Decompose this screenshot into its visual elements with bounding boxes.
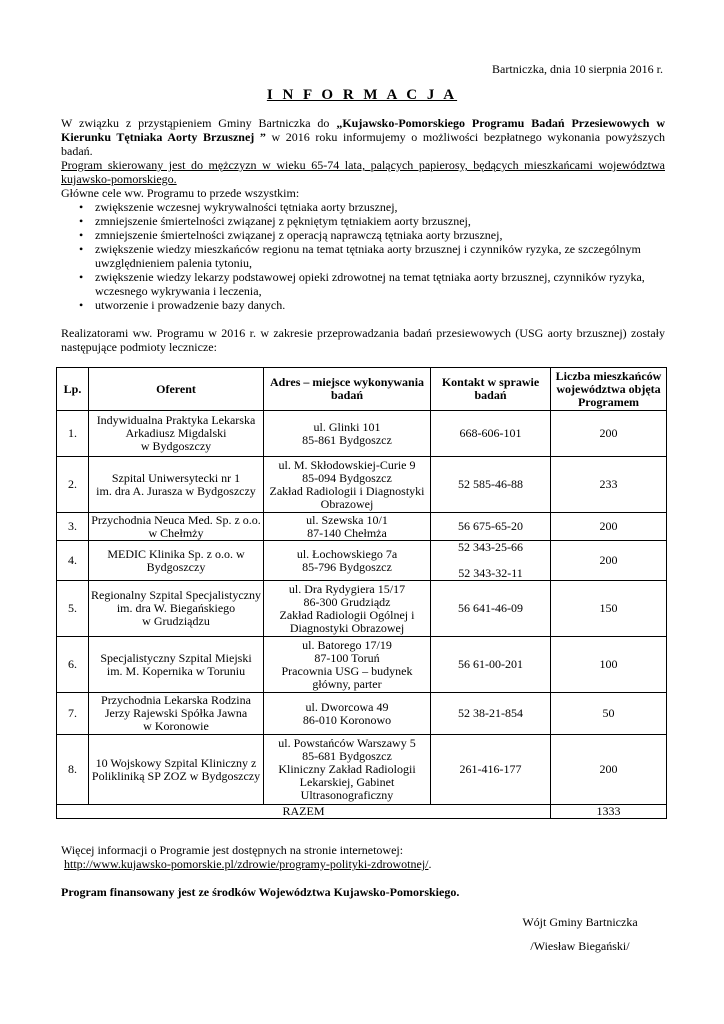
signature-title: Wójt Gminy Bartniczka: [522, 915, 638, 929]
table-row: [57, 513, 667, 541]
total-row: [57, 805, 667, 819]
cell-lp: 5.: [57, 581, 89, 637]
cell-oferent: Przychodnia Neuca Med. Sp. z o.o. w Chełmży: [89, 513, 264, 541]
table-row: [57, 411, 667, 457]
cell-kontakt: 52 38-21-854: [431, 693, 551, 735]
document-footer: [61, 843, 681, 899]
cell-kontakt: 56 61-00-201: [431, 637, 551, 693]
goals-heading: Główne cele ww. Programu to przede wszystkim:: [61, 186, 300, 200]
header-oferent: Oferent: [89, 368, 264, 411]
cell-liczba: 233: [551, 457, 667, 513]
cell-oferent: Regionalny Szpital Specjalistyczny im. dra W. Biegańskiego w Grudziądzu: [89, 581, 264, 637]
total-label: RAZEM: [57, 805, 551, 819]
cell-liczba: 200: [551, 541, 667, 581]
target-group-paragraph: Program skierowany jest do mężczyzn w wieku 65-74 lata, palących papierosy, będących mieszkańcami województwa kujawsko-pomorskiego.: [61, 158, 665, 186]
cell-lp: 4.: [57, 541, 89, 581]
cell-adres: ul. Dra Rydygiera 15/17 86-300 Grudziądz Zakład Radiologii Ogólnej i Diagnostyki Obrazowej: [264, 581, 431, 637]
cell-kontakt: 261-416-177: [431, 735, 551, 805]
program-name: „Kujawsko-Pomorskiego Programu Badań Przesiewowych w Kierunku Tętniaka Aorty Brzusznej ”: [61, 116, 665, 144]
goal-item: • zwiększenie wiedzy mieszkańców regionu na temat tętniaka aorty brzusznej i czynników ryzyka, ze szczególnym uwzględnieniem palenia tytoniu,: [95, 242, 665, 270]
document-title: [0, 87, 724, 104]
cell-oferent: Przychodnia Lekarska Rodzina Jerzy Rajewski Spółka Jawna w Koronowie: [89, 693, 264, 735]
header-lp: Lp.: [57, 368, 89, 411]
signature-name: /Wiesław Biegański/: [530, 939, 630, 953]
url-suffix: .: [428, 857, 432, 871]
date-line: Bartniczka, dnia 10 sierpnia 2016 r.: [492, 62, 663, 76]
providers-intro-paragraph: Realizatorami ww. Programu w 2016 r. w zakresie przeprowadzania badań przesiewowych (USG aorty brzusznej) zostały następujące podmioty lecznicze:: [61, 326, 665, 354]
cell-adres: ul. Batorego 17/19 87-100 Toruń Pracownia USG – budynek główny, parter: [264, 637, 431, 693]
goal-item: • zwiększenie wiedzy lekarzy podstawowej opieki zdrowotnej na temat tętniaka aorty brzusznej, czynników ryzyka, wczesnego wykrywania i leczenia,: [95, 270, 665, 298]
financing-note: Program finansowany jest ze środków Województwa Kujawsko-Pomorskiego.: [61, 885, 460, 899]
header-liczba: Liczba mieszkańców województwa objęta Programem: [551, 368, 667, 411]
cell-lp: 8.: [57, 735, 89, 805]
cell-oferent: Specjalistyczny Szpital Miejski im. M. Kopernika w Toruniu: [89, 637, 264, 693]
table-row: [57, 637, 667, 693]
cell-lp: 6.: [57, 637, 89, 693]
cell-liczba: 50: [551, 693, 667, 735]
cell-liczba: 200: [551, 513, 667, 541]
table-row: [57, 581, 667, 637]
goal-item: • zwiększenie wczesnej wykrywalności tętniaka aorty brzusznej,: [95, 200, 665, 214]
cell-adres: ul. Glinki 101 85-861 Bydgoszcz: [264, 411, 431, 457]
goal-item: • utworzenie i prowadzenie bazy danych.: [95, 298, 665, 312]
more-info-text: Więcej informacji o Programie jest dostępnych na stronie internetowej:: [61, 843, 404, 857]
cell-liczba: 200: [551, 735, 667, 805]
document-body: [61, 116, 665, 354]
cell-liczba: 150: [551, 581, 667, 637]
cell-adres: ul. Łochowskiego 7a 85-796 Bydgoszcz: [264, 541, 431, 581]
intro-text-b: w 2016 roku informujemy o możliwości bezpłatnego wykonania powyższych badań.: [61, 130, 665, 158]
cell-lp: 7.: [57, 693, 89, 735]
cell-kontakt: 668-606-101: [431, 411, 551, 457]
cell-kontakt: 56 675-65-20: [431, 513, 551, 541]
cell-kontakt: 52 585-46-88: [431, 457, 551, 513]
cell-oferent: MEDIC Klinika Sp. z o.o. w Bydgoszczy: [89, 541, 264, 581]
cell-adres: ul. Szewska 10/1 87-140 Chełmża: [264, 513, 431, 541]
cell-oferent: Szpital Uniwersytecki nr 1 im. dra A. Jurasza w Bydgoszczy: [89, 457, 264, 513]
cell-lp: 1.: [57, 411, 89, 457]
goals-list: [61, 200, 665, 312]
goal-item: • zmniejszenie śmiertelności związanej z operacją naprawczą tętniaka aorty brzusznej,: [95, 228, 665, 242]
intro-paragraph: [61, 116, 665, 158]
program-link[interactable]: http://www.kujawsko-pomorskie.pl/zdrowie/programy-polityki-zdrowotnej/: [64, 857, 429, 871]
providers-table: [56, 367, 667, 819]
table-row: [57, 457, 667, 513]
table-header-row: [57, 368, 667, 411]
cell-adres: ul. M. Skłodowskiej-Curie 9 85-094 Bydgoszcz Zakład Radiologii i Diagnostyki Obrazowej: [264, 457, 431, 513]
goal-item: • zmniejszenie śmiertelności związanej z pękniętym tętniakiem aorty brzusznej,: [95, 214, 665, 228]
cell-lp: 2.: [57, 457, 89, 513]
document-title-text: I N F O R M A C J A: [266, 87, 458, 103]
cell-kontakt: 56 641-46-09: [431, 581, 551, 637]
cell-adres: ul. Powstańców Warszawy 5 85-681 Bydgoszcz Kliniczny Zakład Radiologii Lekarskiej, Gabinet Ultrasonograficzny: [264, 735, 431, 805]
total-value: 1333: [551, 805, 667, 819]
header-kontakt: Kontakt w sprawie badań: [431, 368, 551, 411]
signature-block: [500, 910, 660, 958]
table-row: [57, 541, 667, 581]
table-row: [57, 693, 667, 735]
cell-adres: ul. Dworcowa 49 86-010 Koronowo: [264, 693, 431, 735]
cell-oferent: 10 Wojskowy Szpital Kliniczny z Polikliniką SP ZOZ w Bydgoszczy: [89, 735, 264, 805]
cell-oferent: Indywidualna Praktyka Lekarska Arkadiusz Migdalski w Bydgoszczy: [89, 411, 264, 457]
cell-kontakt: 52 343-25-66 52 343-32-11: [431, 541, 551, 581]
cell-liczba: 200: [551, 411, 667, 457]
header-adres: Adres – miejsce wykonywania badań: [264, 368, 431, 411]
table-row: [57, 735, 667, 805]
url-line: [61, 857, 681, 871]
cell-lp: 3.: [57, 513, 89, 541]
intro-text-a: W związku z przystąpieniem Gminy Bartniczka do: [61, 116, 337, 130]
cell-liczba: 100: [551, 637, 667, 693]
